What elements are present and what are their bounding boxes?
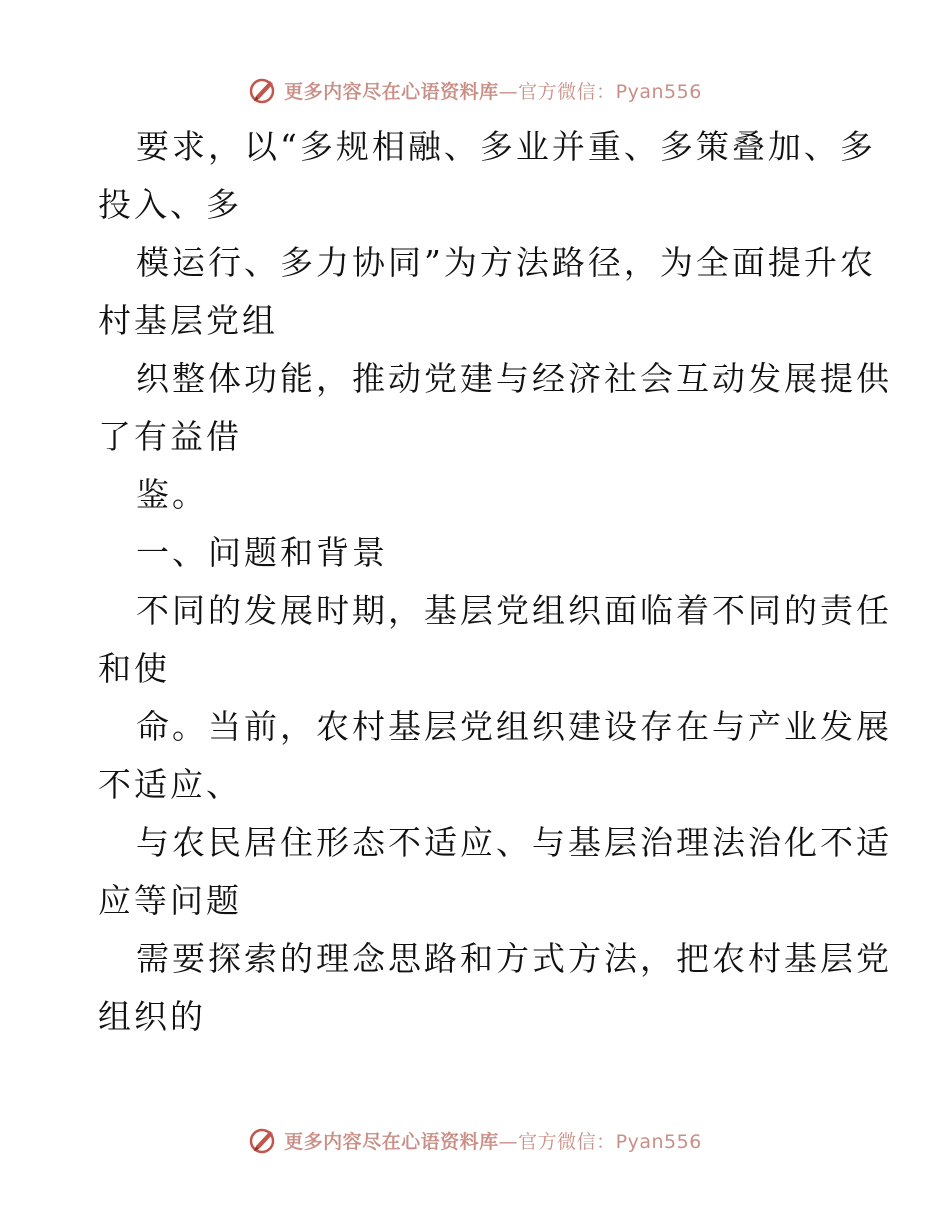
body-line: 村基层党组 [98,301,278,340]
body-line: 命。当前，农村基层党组织建设存在与产业发展 [136,707,892,746]
body-line: 与农民居住形态不适应、与基层治理法治化不适 [136,823,892,862]
pen-circle-logo-icon [248,1125,278,1155]
banner-sub-text: —官方微信：Pyan556 [498,1130,702,1153]
banner-text [284,77,702,104]
banner-main-text: 更多内容尽在心语资料库 [284,1130,499,1153]
body-line: 不同的发展时期，基层党组织面临着不同的责任 [136,591,892,630]
body-line: 织整体功能，推动党建与经济社会互动发展提供 [136,359,892,398]
body-line: 投入、多 [98,185,242,224]
header-banner [0,70,950,110]
document-body [98,118,892,1046]
body-line: 需要探索的理念思路和方式方法，把农村基层党 [136,939,892,978]
body-line: 不适应、 [98,765,242,804]
body-line: 要求，以“多规相融、多业并重、多策叠加、多 [136,127,876,166]
section-heading: 一、问题和背景 [136,533,388,572]
banner-main-text: 更多内容尽在心语资料库 [284,80,499,103]
banner-text [284,1127,702,1154]
body-line: 了有益借 [98,417,242,456]
banner-sub-text: —官方微信：Pyan556 [498,80,702,103]
body-line: 鉴。 [136,475,208,514]
body-line: 组织的 [98,997,206,1036]
body-line: 应等问题 [98,881,242,920]
body-line: 模运行、多力协同”为方法路径，为全面提升农 [136,243,876,282]
body-line: 和使 [98,649,170,688]
pen-circle-logo-icon [248,75,278,105]
footer-banner [0,1120,950,1160]
